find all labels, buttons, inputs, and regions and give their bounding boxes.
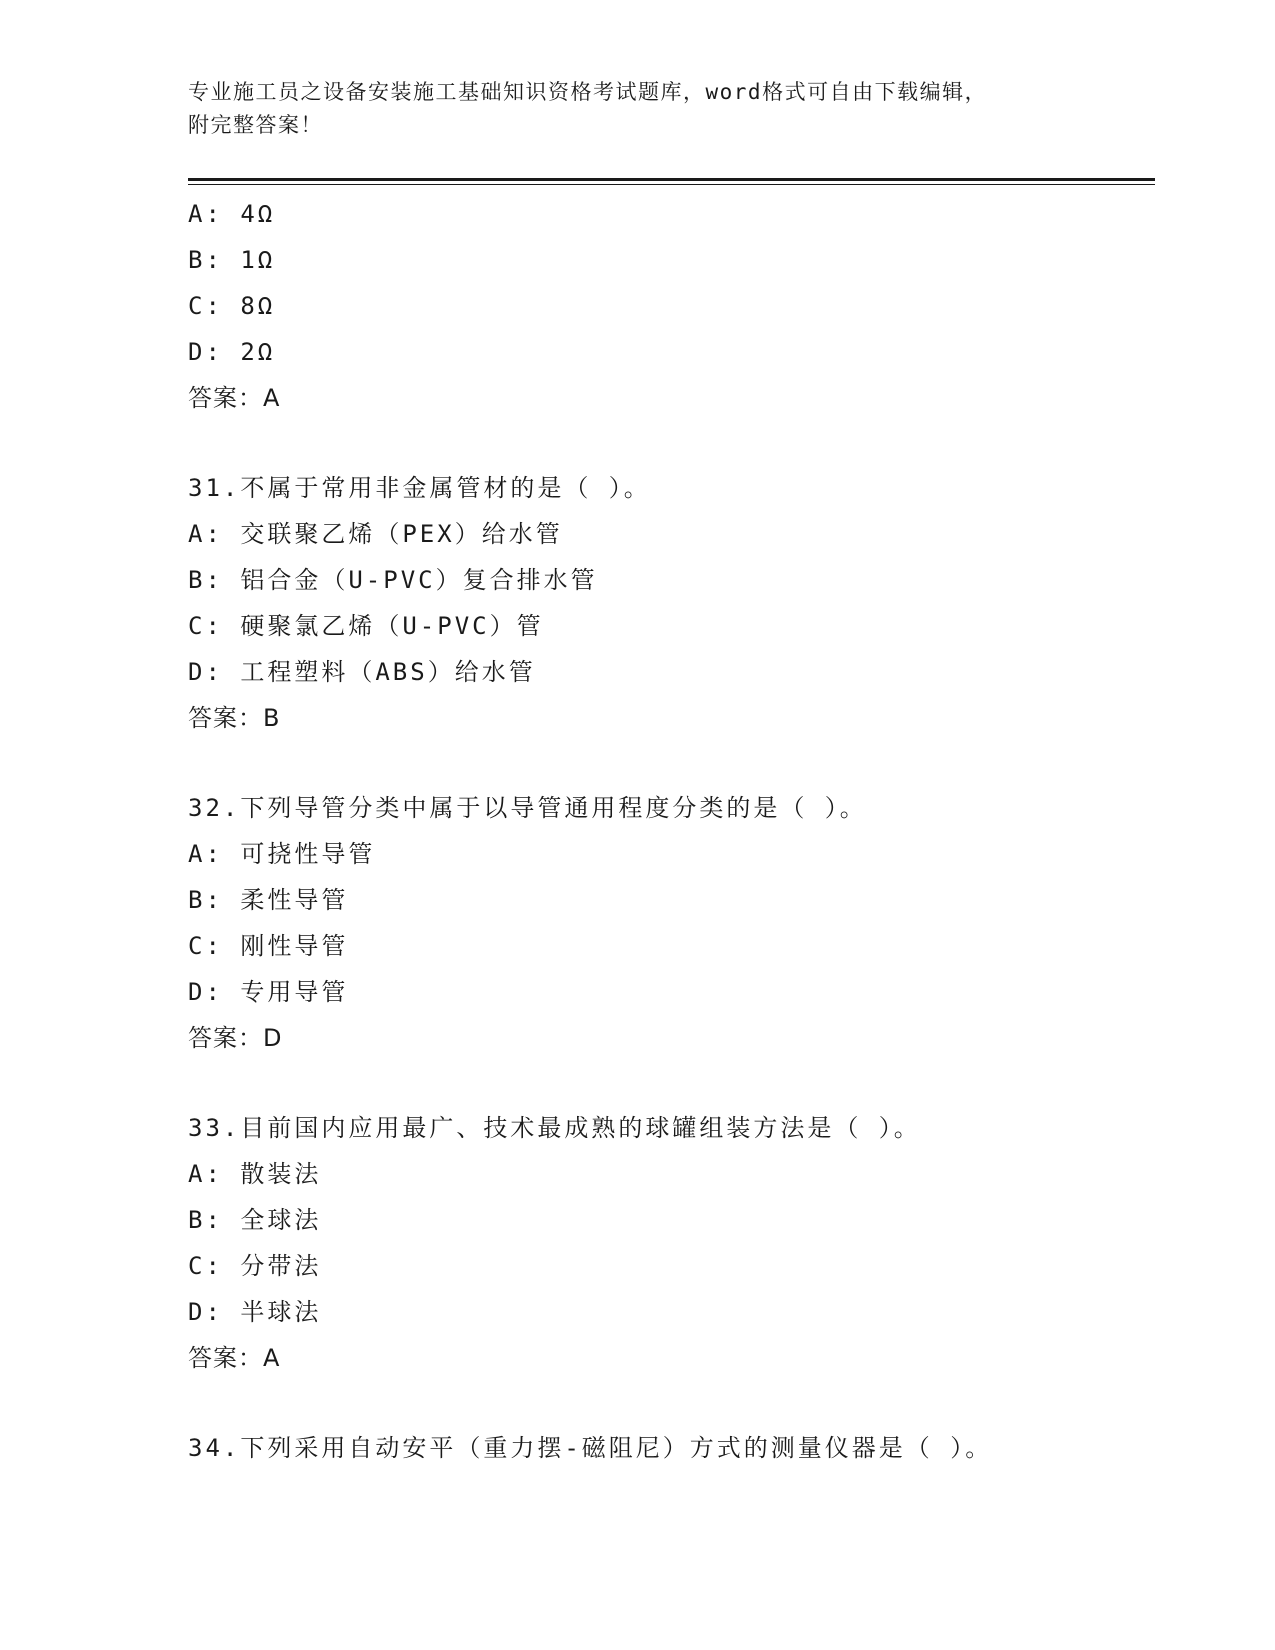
answer-line: 答案：D — [188, 1024, 283, 1052]
option-a: A: 交联聚乙烯（PEX）给水管 — [188, 520, 563, 548]
answer-line: 答案：B — [188, 704, 281, 732]
option-b: B: 全球法 — [188, 1206, 322, 1234]
option-a: A: 4Ω — [188, 200, 276, 228]
option-b: B: 柔性导管 — [188, 886, 349, 914]
option-c: C: 分带法 — [188, 1252, 322, 1280]
option-d: D: 专用导管 — [188, 978, 349, 1006]
question-block-33 — [188, 1105, 1155, 1381]
question-block-partial — [188, 191, 1155, 421]
option-d: D: 半球法 — [188, 1298, 322, 1326]
header-line-2: 附完整答案！ — [188, 113, 323, 137]
option-c: C: 刚性导管 — [188, 932, 349, 960]
option-b: B: 1Ω — [188, 246, 276, 274]
question-block-34 — [188, 1425, 1155, 1471]
question-block-32 — [188, 785, 1155, 1061]
answer-line: 答案：A — [188, 384, 281, 412]
answer-line: 答案：A — [188, 1344, 281, 1372]
option-c: C: 硬聚氯乙烯（U-PVC）管 — [188, 612, 544, 640]
header-line-1: 专业施工员之设备安装施工基础知识资格考试题库，word格式可自由下载编辑， — [188, 80, 988, 104]
header-divider-thin — [188, 184, 1155, 185]
option-c: C: 8Ω — [188, 292, 276, 320]
option-d: D: 工程塑料（ABS）给水管 — [188, 658, 536, 686]
option-a: A: 散装法 — [188, 1160, 322, 1188]
document-header — [188, 76, 1088, 142]
question-stem: 32.下列导管分类中属于以导管通用程度分类的是（ ）。 — [188, 794, 867, 822]
question-stem: 33.目前国内应用最广、技术最成熟的球罐组装方法是（ ）。 — [188, 1114, 921, 1142]
option-a: A: 可挠性导管 — [188, 840, 376, 868]
header-divider-thick — [188, 178, 1155, 181]
question-stem: 31.不属于常用非金属管材的是（ ）。 — [188, 474, 651, 502]
question-block-31 — [188, 465, 1155, 741]
question-stem: 34.下列采用自动安平（重力摆-磁阻尼）方式的测量仪器是（ ）。 — [188, 1434, 993, 1462]
option-b: B: 铝合金（U-PVC）复合排水管 — [188, 566, 598, 594]
document-body — [188, 191, 1155, 1471]
option-d: D: 2Ω — [188, 338, 276, 366]
